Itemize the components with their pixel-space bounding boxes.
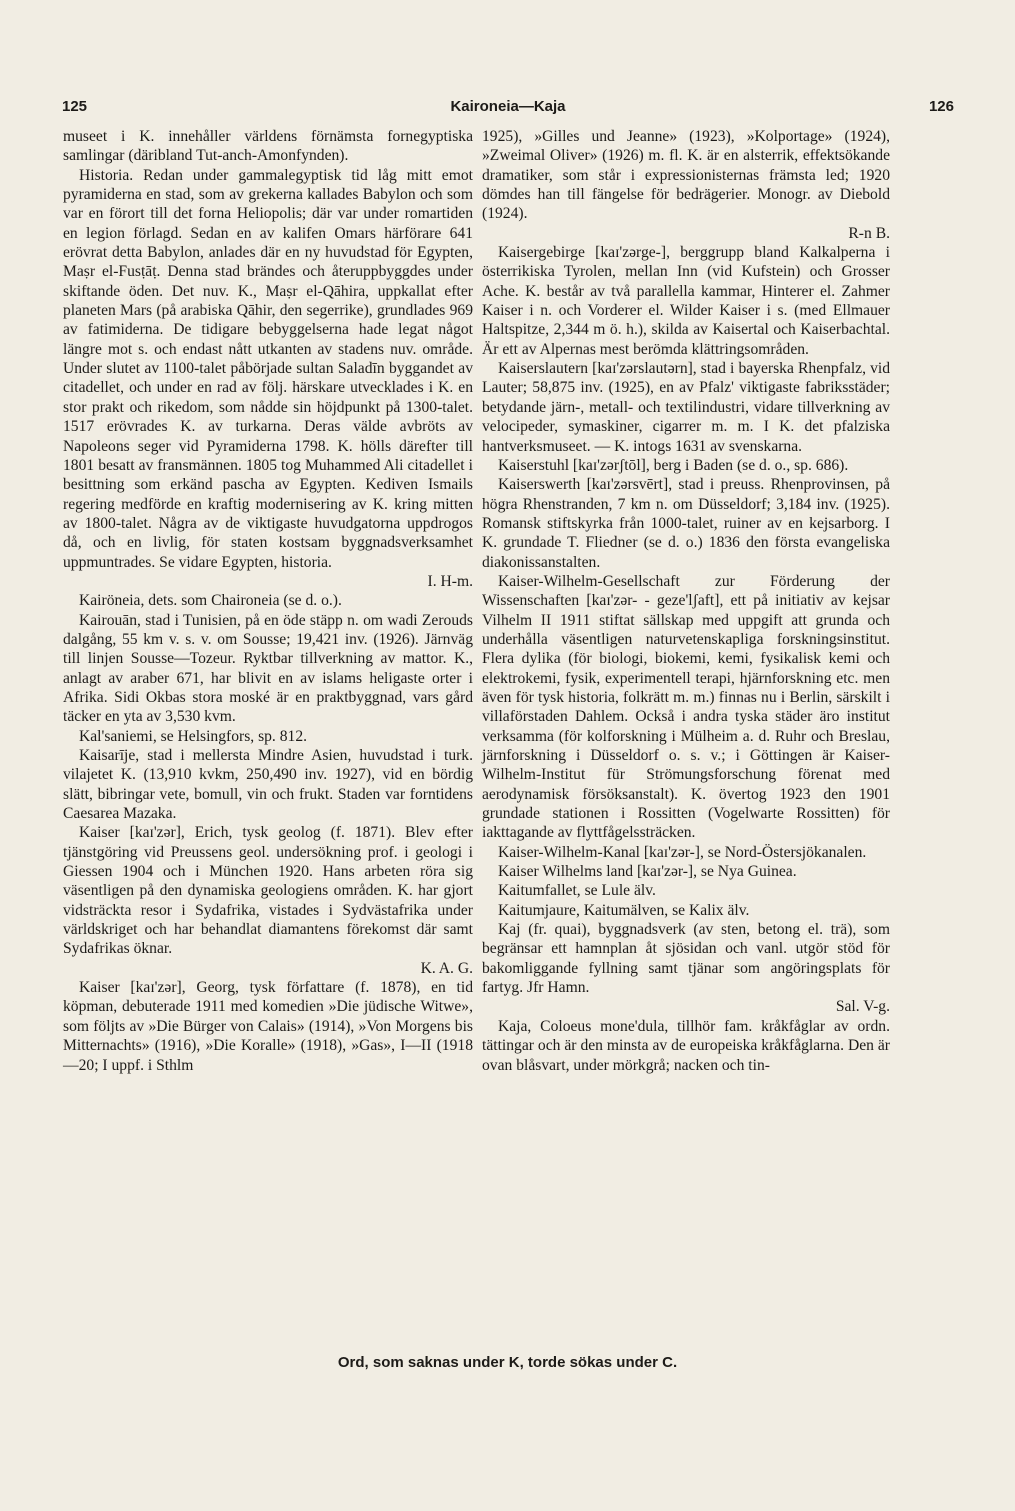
entry-kairouan: Kairouān, stad i Tunisien, på en öde stäpp n. om wadi Zerouds dalgång, 55 km v. s. v. om Sousse; 19,421 inv. (1926). Järnväg till linjen Sousse—Tozeur. Ryktbar tillverkning av mattor. K., anlagt av araber 671, har blivit en av islams heligaste orter i Afrika. Sidi Okbas stora moské är en praktbyggnad, vars gård täcker en yta av 3,530 kvm. [63,611,473,726]
paragraph-historia: Historia. Redan under gammalegyptisk tid låg mitt emot pyramiderna en stad, som av grekerna kallades Babylon och som var en förort till det forna Heliopolis; där var under romartiden en legion förlagd. Sedan en av kalifen Omars härförare 641 erövrat detta Babylon, anlades där en ny huvudstad för Egypten, Maṣr el-Fusṭāṭ. Denna stad brändes och återuppbyggdes under skiftande öden. Det nuv. K., Maṣr el-Qāhira, uppkallat efter planeten Mars (på arabiska Qāhir, den segerrike), grundlades 969 av fatimiderna. De tidigare bebyggelserna hade legat något längre mot s. och endast nått utkanten av stadens nuv. område. Under slutet av 1100-talet påbörjade sultan Saladīn byggandet av citadellet, och under en rad av följ. härskare utvecklades i K. en stor prakt och rikedom, som nådde sin höjdpunkt på 1300-talet. 1517 erövrades K. av turkarna. Deras välde avbröts av Napoleons seger vid Pyramiderna 1798. K. hölls därefter till 1801 besatt av fransmännen. 1805 tog Muhammed Ali citadellet i besittning som erkänd pascha av Egypten. Kediven Ismails regering medförde en kraftig modernisering av K. kring mitten av 1800-talet. Några av de viktigaste huvudgatorna uppdrogos då, och en livlig, för staten kostsam byggnadsverksamhet uppmuntrades. Se vidare Egypten, historia. [63,166,473,571]
signature: Sal. V-g. [835,998,890,1016]
right-column [482,127,890,1075]
entry-kaiser-georg: Kaiser [kaɪ'zər], Georg, tysk författare (f. 1878), en tid köpman, debuterade 1911 med komedien »Die jüdische Witwe», som följts av »Die Bürger von Calais» (1914), »Von Morgens bis Mitternachts» (1916), »Die Koralle» (1918), »Gas», I—II (1918—20; I uppf. i Sthlm [63,979,473,1074]
running-title: Kaironeia—Kaja [450,98,566,115]
page-number-right: 126 [928,98,954,115]
entry-kaisarije: Kaisarīje, stad i mellersta Mindre Asien, huvudstad i turk. vilajetet K. (13,910 kvkm, 250,490 inv. 1927), vid en bördig slätt, bibringar vete, bomull, vin och frukt. Staden var forntidens Caesarea Mazaka. [63,747,473,823]
entry-kaiser-erich: Kaiser [kaɪ'zər], Erich, tysk geolog (f. 1871). Blev efter tjänstgöring vid Preussens geol. undersökning prof. i geologi i Giessen 1904 och i München 1920. Hans arbeten röra sig väsentligen på den dynamiska geologiens områden. K. har gjort vidsträckta resor i Sydafrika, vistades i Sydvästafrika under världskriget och har behandlat diamantens förekomst där samt Sydafrikas öknar. [63,824,473,958]
left-column [63,127,473,1075]
page-footer-note: Ord, som saknas under K, torde sökas under C. [337,1354,678,1371]
entry-kaitumfallet: Kaitumfallet, se Lule älv. [498,882,656,900]
signature: R-n B. [848,224,890,242]
signature: I. H-m. [427,572,473,590]
entry-kaja: Kaja, Coloeus mone'dula, tillhör fam. kråkfåglar av ordn. tättingar och är den minsta av de europeiska kråkfåglarna. Den är ovan blåsvart, under mörkgrå; nacken och tin- [482,1017,890,1074]
entry-kaiserswerth: Kaiserswerth [kaɪ'zərsvērt], stad i preuss. Rhenprovinsen, på högra Rhenstranden, 7 km n. om Düsseldorf; 3,184 inv. (1925). Romansk stiftskyrka från 1000-talet, ruiner av en kejsarborg. I K. grundade T. Fliedner (se d. o.) 1836 den första evangeliska diakonissanstalten. [482,476,890,571]
entry-kaiser-wilhelm-gesellschaft: Kaiser-Wilhelm-Gesellschaft zur Förderung der Wissenschaften [kaɪ'zər- - geze'lʃaft], ett på initiativ av kejsar Vilhelm II 1911 stiftat sällskap med uppgift att grunda och underhålla väsentligen naturvetenskapliga forskningsinstitut. Flera dylika (för biologi, biokemi, kemi, fysikalisk kemi och elektrokemi, fysik, experimentell terapi, hjärnforskning etc. men även för tysk historia, folkrätt m. m.) finnas nu i Berlin, särskilt i villaförstaden Dahlem. Också i andra tyska städer äro institut verksamma (för kolforskning i Mülheim a. d. Ruhr och Breslau, järnforskning i Düsseldorf o. s. v.; i Göttingen är Kaiser-Wilhelm-Institut für Strömungsforschung förenat med aerodynamisk försöksanstalt). K. övertog 1923 den 1901 grundade stationen i Rossitten (Vogelwarte Rossitten) för iakttagande av flyttfågelssträcken. [482,572,890,842]
page-header [62,96,954,120]
signature: K. A. G. [420,959,473,977]
entry-kaj: Kaj (fr. quai), byggnadsverk (av sten, betong el. trä), som begränsar ett hamnplan åt sjösidan och vanl. utgör stöd för bakomliggande fyllning samt tjänar som angöringsplats för fartyg. Jfr Hamn. [482,921,890,997]
entry-kaiserslautern: Kaiserslautern [kaɪ'zərslautərn], stad i bayerska Rhenpfalz, vid Lauter; 58,875 inv. (1925), en av Pfalz' viktigaste fabriksstäder; betydande järn-, metall- och textilindustri, vidare tillverkning av velocipeder, symaskiner, cigarrer m. m. I K. det pfalziska hantverksmuseet. — K. intogs 1631 av svenskarna. [482,360,890,455]
entry-kaiser-wilhelms-land: Kaiser Wilhelms land [kaɪ'zər-], se Nya Guinea. [498,863,797,881]
entry-kalsaniemi: Kal'saniemi, se Helsingfors, sp. 812. [79,727,308,745]
paragraph-museet: museet i K. innehåller världens förnämsta fornegyptiska samlingar (däribland Tut-anch-Amonfynden). [63,128,473,165]
entry-kaironeia: Kairöneia, dets. som Chaironeia (se d. o.). [79,592,342,610]
entry-kaisergebirge: Kaisergebirge [kaɪ'zərge-], berggrupp bland Kalkalperna i österrikiska Tyrolen, mellan Inn (vid Kufstein) och Grosser Ache. K. består av två parallella kammar, Hinterer el. Zahmer Kaiser i n. och Vorderer el. Wilder Kaiser i s. (med Ellmauer Haltspitze, 2,344 m ö. h.), skilda av Kaisertal och Kaiserbachtal. Är ett av Alpernas mest berömda klättringsområden. [482,244,890,358]
page-number-left: 125 [62,98,88,115]
entry-kaiser-wilhelm-kanal: Kaiser-Wilhelm-Kanal [kaɪ'zər-], se Nord-Östersjökanalen. [498,843,867,861]
entry-kaiserstuhl: Kaiserstuhl [kaɪ'zərʃtōl], berg i Baden (se d. o., sp. 686). [498,456,849,474]
paragraph-kaiser-georg-cont: 1925), »Gilles und Jeanne» (1923), »Kolportage» (1924), »Zweimal Oliver» (1926) m. fl. K. är en alsterrik, effektsökande dramatiker, som står i expressionisternas främsta led; 1920 dömdes han till fängelse för bedrägerier. Monogr. av Diebold (1924). [482,128,890,223]
entry-kaitumjaure: Kaitumjaure, Kaitumälven, se Kalix älv. [498,901,750,919]
